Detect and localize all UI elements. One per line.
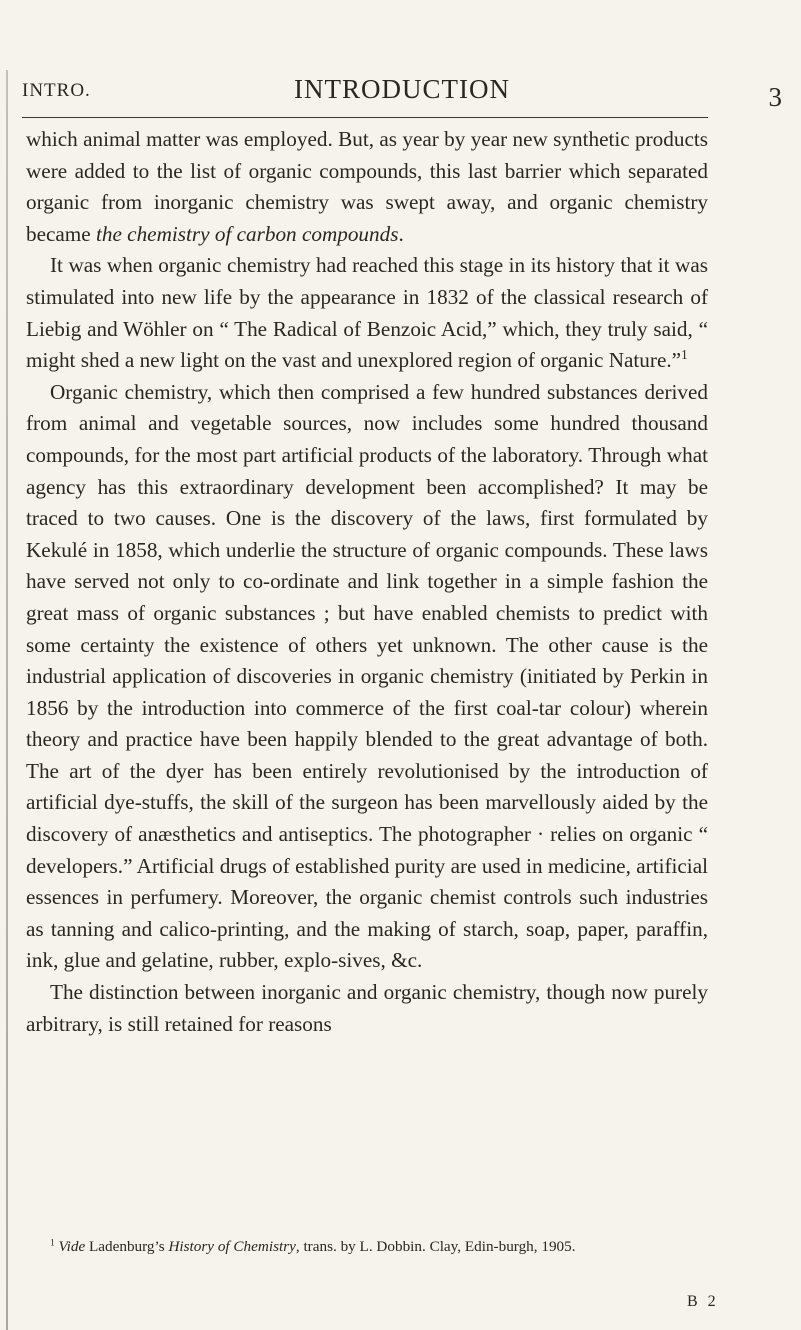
paragraph-2: [26, 250, 708, 376]
paragraph-4: The distinction between inorganic and organic chemistry, though now purely arbitrary, is still retained for reasons: [26, 980, 708, 1036]
footnote-author: Ladenburg’s: [85, 1238, 169, 1255]
header-rule: [22, 117, 708, 118]
footnote-reference: 1: [681, 347, 688, 363]
footnote: [26, 1237, 708, 1257]
running-header: [22, 72, 782, 112]
paragraph-3: Organic chemistry, which then comprised a few hundred substances derived from animal and vegetable sources, now includes some hundred thousand compounds, for the most part artificial products of the laboratory. Through what agency has this extraordinary development been accomplished? It may be traced to two causes. One is the discovery of the laws, first formulated by Kekulé in 1858, which underlie the structure of organic compounds. These laws have served not only to co-ordinate and link together in a simple fashion the great mass of organic substances ; but have enabled chemists to predict with some certainty the existence of others yet unknown. The other cause is the industrial application of discoveries in organic chemistry (initiated by Perkin in 1856 by the introduction into commerce of the first coal-tar colour) wherein theory and practice have been happily blended to the great advantage of both. The art of the dyer has been entirely revolutionised by the introduction of artificial dye-stuffs, the skill of the surgeon has been marvellously aided by the discovery of anæsthetics and antiseptics. The photographer · relies on organic “ developers.” Artificial drugs of established purity are used in medicine, artificial essences in perfumery. Moreover, the organic chemist controls such industries as tanning and calico-printing, and the making of starch, soap, paper, paraffin, ink, glue and gelatine, rubber, explo-sives, &c.: [26, 379, 708, 973]
paragraph-1-end: .: [398, 221, 404, 246]
footnote-rest: , trans. by L. Dobbin. Clay, Edin-burgh, 1905.: [295, 1238, 576, 1255]
paragraph-1-text: which animal matter was employed. But, as year by year new synthetic products were added to the list of organic compounds, this last barrier which separated organic from inorganic chemistry was swept away, and organic chemistry became: [26, 127, 708, 246]
running-head-left: INTRO.: [22, 80, 91, 101]
body-text: [26, 124, 708, 1040]
footnote-marker: 1: [50, 1238, 55, 1249]
footnote-vide: Vide: [58, 1238, 86, 1255]
paragraph-2-text: It was when organic chemistry had reached this stage in its history that it was stimulated into new life by the appearance in 1832 of the classical research of Liebig and Wöhler on “ The Radical of Benzoic Acid,” which, they truly said, “ might shed a new light on the vast and unexplored region of organic Nature.”: [26, 253, 708, 373]
footnote-title: History of Chemistry: [168, 1238, 296, 1255]
signature-mark: B 2: [687, 1293, 719, 1310]
running-head-title: INTRODUCTION: [294, 74, 510, 104]
page-number: 3: [768, 82, 782, 112]
paragraph-1-italic: the chemistry of carbon compounds: [96, 221, 399, 246]
paragraph-1: [26, 124, 708, 250]
binding-edge: [6, 70, 8, 1330]
